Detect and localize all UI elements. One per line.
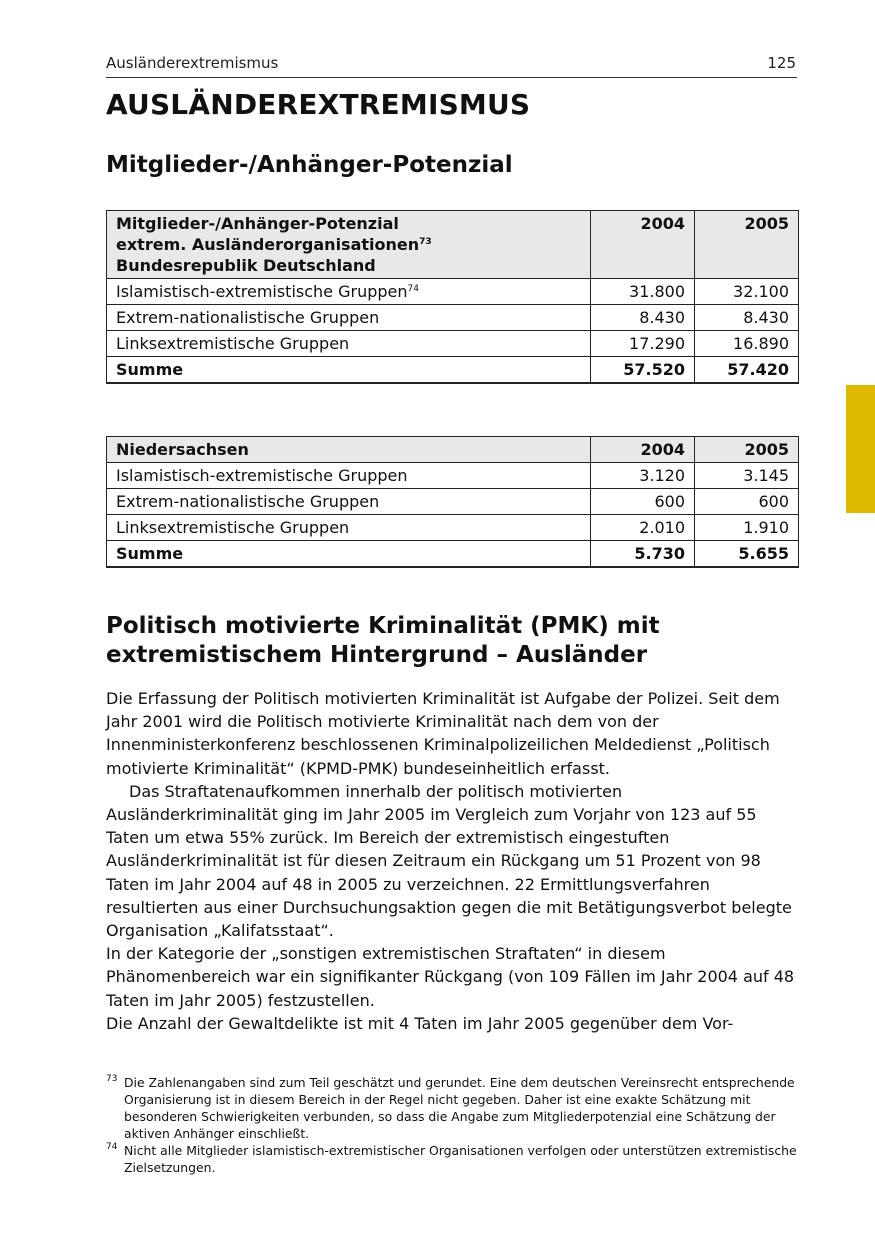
sum-label: Summe	[107, 541, 591, 568]
row-label-text: Islamistisch-extremistische Gruppen	[116, 282, 408, 301]
main-title: AUSLÄNDEREXTREMISMUS	[106, 88, 531, 121]
paragraph: Die Anzahl der Gewaltdelikte ist mit 4 Taten im Jahr 2005 gegenüber dem Vor-	[106, 1013, 734, 1033]
table-header-line	[116, 234, 581, 255]
row-label: Islamistisch-extremistische Gruppen	[107, 463, 591, 489]
cell-2005: 32.100	[695, 279, 799, 305]
table-header-label	[107, 211, 591, 279]
table-row	[107, 279, 799, 305]
cell-2004: 8.430	[591, 305, 695, 331]
col-header-2005: 2005	[695, 437, 799, 463]
table-header-row	[107, 437, 799, 463]
chapter-side-tab	[846, 385, 875, 513]
footnote-text: Nicht alle Mitglieder islamistisch-extremistischer Organisationen verfolgen oder unterstützen extremistische Zielsetzungen.	[124, 1143, 797, 1175]
header-rule	[106, 77, 797, 78]
footnote	[106, 1074, 798, 1142]
table-header-label: Niedersachsen	[107, 437, 591, 463]
sum-2004: 57.520	[591, 357, 695, 384]
row-label: Extrem-nationalistische Gruppen	[107, 305, 591, 331]
cell-2004: 31.800	[591, 279, 695, 305]
table-header-line-text: extrem. Ausländerorganisationen	[116, 235, 420, 254]
row-label: Linksextremistische Gruppen	[107, 515, 591, 541]
table-header-line: Mitglieder-/Anhänger-Potenzial	[116, 214, 399, 233]
row-label: Linksextremistische Gruppen	[107, 331, 591, 357]
section-title-potential: Mitglieder-/Anhänger-Potenzial	[106, 152, 513, 178]
cell-2004: 3.120	[591, 463, 695, 489]
table-row	[107, 515, 799, 541]
table-row	[107, 305, 799, 331]
table-row	[107, 331, 799, 357]
row-label: Extrem-nationalistische Gruppen	[107, 489, 591, 515]
table-header-line: Bundesrepublik Deutschland	[116, 256, 376, 275]
footnote-text: Die Zahlenangaben sind zum Teil geschätzt und gerundet. Eine dem deutschen Vereinsrecht entsprechende Organisierung ist in diesem Bereich in der Regel nicht gegeben. Daher ist eine exakte Schätzung mit besonderen Schwierigkeiten verbunden, so dass die Angabe zum Mitgliederpotenzial eine Schätzung der aktiven Anhänger einschließt.	[124, 1075, 795, 1141]
cell-2005: 3.145	[695, 463, 799, 489]
section-title-pmk	[106, 612, 806, 670]
cell-2005: 1.910	[695, 515, 799, 541]
col-header-2004: 2004	[591, 211, 695, 279]
footnote-ref: 73	[419, 237, 432, 247]
table-federal-potential	[106, 210, 799, 384]
sum-label: Summe	[107, 357, 591, 384]
paragraph: Die Erfassung der Politisch motivierten Kriminalität ist Aufgabe der Polizei. Seit dem Jahr 2001 wird die Politisch motivierte Kriminalität nach dem von der Innenministerkonferenz beschlossenen Kriminalpolizeilichen Meldedienst „Politisch motivierte Kriminalität“ (KPMD-PMK) bundeseinheitlich erfasst.	[106, 689, 780, 778]
footnote	[106, 1142, 798, 1176]
section-title-line: Politisch motivierte Kriminalität (PMK) mit	[106, 613, 660, 639]
footnote-mark: 73	[106, 1074, 118, 1084]
cell-2005: 8.430	[695, 305, 799, 331]
table-lower-saxony-potential	[106, 436, 799, 568]
paragraph: In der Kategorie der „sonstigen extremistischen Straftaten“ in diesem Phänomenbereich war ein signifikanter Rückgang (von 109 Fällen im Jahr 2004 auf 48 Taten im Jahr 2005) festzustellen.	[106, 944, 795, 1010]
sum-2005: 5.655	[695, 541, 799, 568]
cell-2004: 600	[591, 489, 695, 515]
paragraph: Das Straftatenaufkommen innerhalb der politisch motivierten Ausländerkriminalität ging im Jahr 2005 im Vergleich zum Vorjahr von 123 auf 55 Taten um etwa 55% zurück. Im Bereich der extremistisch eingestuften Ausländerkriminalität ist für diesen Zeitraum ein Rückgang um 51 Prozent von 98 Taten im Jahr 2004 auf 48 in 2005 zu verzeichnen. 22 Ermittlungsverfahren resultierten aus einer Durchsuchungsaktion gegen die mit Betätigungsverbot belegte Organisation „Kalifatsstaat“.	[106, 781, 792, 941]
body-text	[106, 687, 798, 1035]
col-header-2005: 2005	[695, 211, 799, 279]
table-row	[107, 489, 799, 515]
page-number: 125	[767, 54, 796, 72]
table-sum-row	[107, 357, 799, 384]
row-label	[107, 279, 591, 305]
cell-2005: 600	[695, 489, 799, 515]
footnotes	[106, 1074, 798, 1176]
cell-2005: 16.890	[695, 331, 799, 357]
sum-2005: 57.420	[695, 357, 799, 384]
cell-2004: 17.290	[591, 331, 695, 357]
section-title-line: extremistischem Hintergrund – Ausländer	[106, 642, 648, 668]
running-header-title: Ausländerextremismus	[106, 54, 279, 72]
footnote-mark: 74	[106, 1142, 118, 1152]
table-header-row	[107, 211, 799, 279]
cell-2004: 2.010	[591, 515, 695, 541]
table-sum-row	[107, 541, 799, 568]
sum-2004: 5.730	[591, 541, 695, 568]
table-row	[107, 463, 799, 489]
footnote-ref: 74	[407, 284, 419, 294]
col-header-2004: 2004	[591, 437, 695, 463]
